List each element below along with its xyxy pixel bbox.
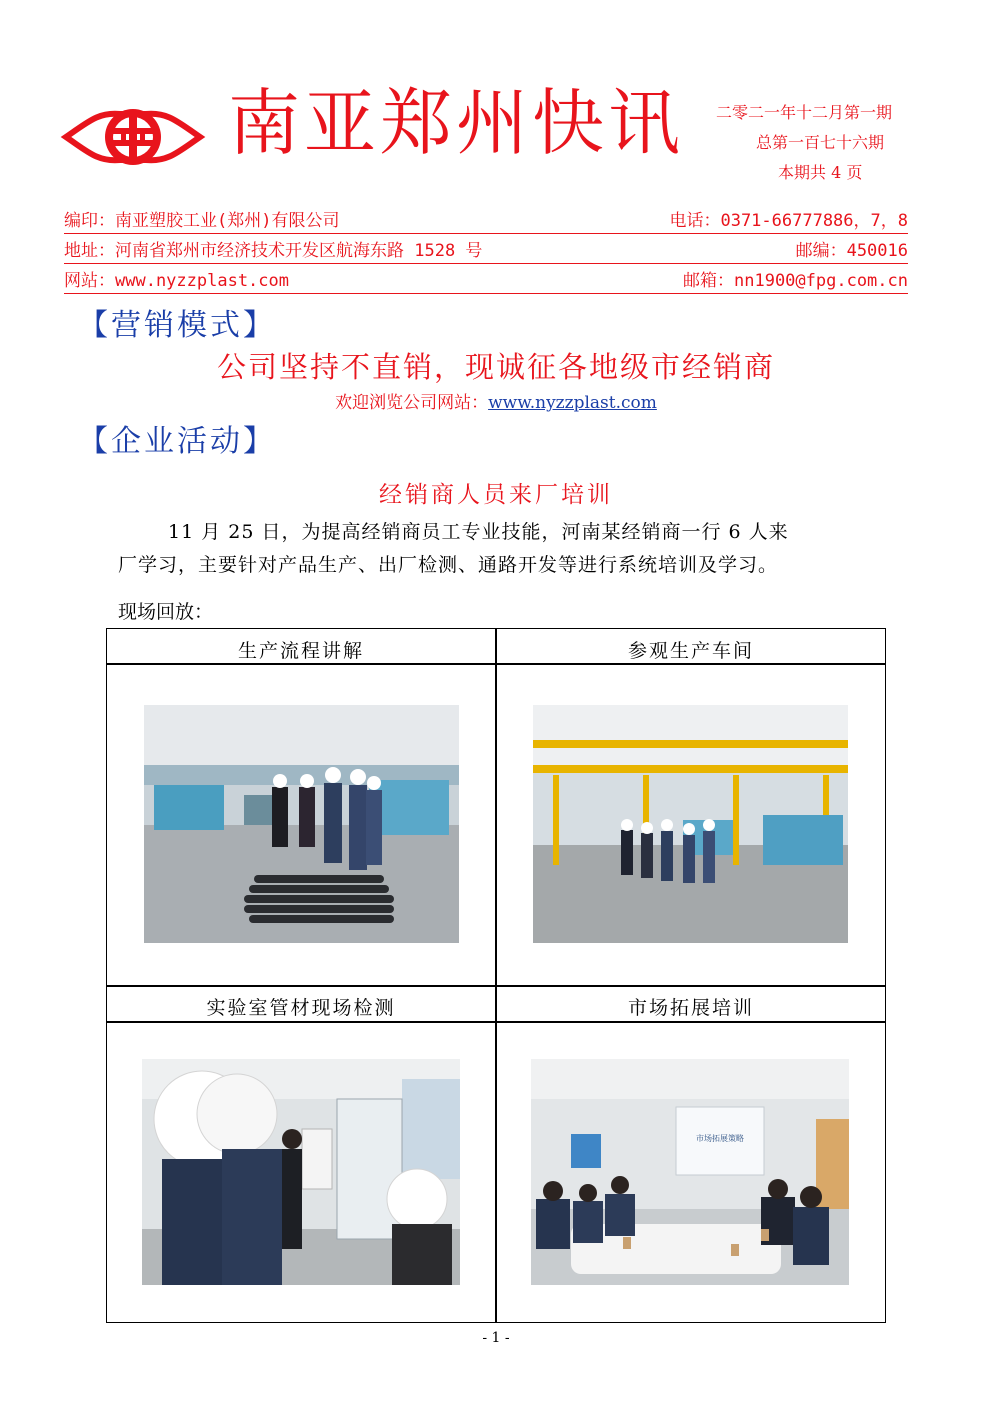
website-text: 网站：www.nyzzplast.com xyxy=(64,271,289,291)
table-divider-vertical xyxy=(495,629,497,1322)
caption-workshop-visit: 参观生产车间 xyxy=(627,640,754,662)
photo-gallery-table xyxy=(106,628,886,1323)
caption-lab-testing: 实验室管材现场检测 xyxy=(206,997,396,1019)
caption-market-training: 市场拓展培训 xyxy=(627,997,754,1019)
table-divider xyxy=(107,985,885,987)
article-title: 经销商人员来厂培训 xyxy=(379,482,613,508)
photo-production-process xyxy=(144,705,459,943)
info-line-website xyxy=(64,267,908,294)
phone-text: 电话：0371-66777886，7，8 xyxy=(669,211,908,231)
info-line-publisher xyxy=(64,207,908,234)
welcome-prefix: 欢迎浏览公司网站： xyxy=(335,393,489,413)
replay-label: 现场回放： xyxy=(118,601,214,623)
photo-workshop-visit xyxy=(533,705,848,943)
company-logo xyxy=(58,82,208,192)
info-line-address xyxy=(64,237,908,264)
publisher-text: 编印：南亚塑胶工业(郑州)有限公司 xyxy=(64,211,340,231)
article-paragraph-line2: 厂学习，主要针对产品生产、出厂检测、通路开发等进行系统培训及学习。 xyxy=(118,554,779,576)
table-divider xyxy=(107,663,885,665)
email-text: 邮箱：nn1900@fpg.com.cn xyxy=(683,271,908,291)
marketing-headline: 公司坚持不直销，现诚征各地级市经销商 xyxy=(216,350,775,384)
article-paragraph-line1: 11 月 25 日，为提高经销商员工专业技能，河南某经销商一行 6 人来 xyxy=(168,521,789,543)
caption-production-process: 生产流程讲解 xyxy=(237,640,364,662)
address-text: 地址：河南省郑州市经济技术开发区航海东路 1528 号 xyxy=(64,241,483,261)
photo-market-training xyxy=(531,1059,849,1285)
section-heading-activity: 【企业活动】 xyxy=(78,424,276,459)
table-divider xyxy=(107,1021,885,1023)
website-link[interactable]: www.nyzzplast.com xyxy=(488,393,657,413)
page-number: - 1 - xyxy=(482,1330,510,1346)
issue-date: 二零二一年十二月第一期 xyxy=(716,103,893,122)
issue-pages: 本期共 4 页 xyxy=(778,163,863,182)
postcode-text: 邮编：450016 xyxy=(795,241,908,261)
newsletter-title: 南亚郑州快讯 xyxy=(228,81,685,165)
issue-total: 总第一百七十六期 xyxy=(756,133,885,152)
slide-title: 市场拓展策略 xyxy=(696,1134,744,1143)
welcome-line xyxy=(0,388,992,413)
section-heading-marketing: 【营销模式】 xyxy=(78,308,276,343)
photo-lab-testing xyxy=(142,1059,460,1285)
